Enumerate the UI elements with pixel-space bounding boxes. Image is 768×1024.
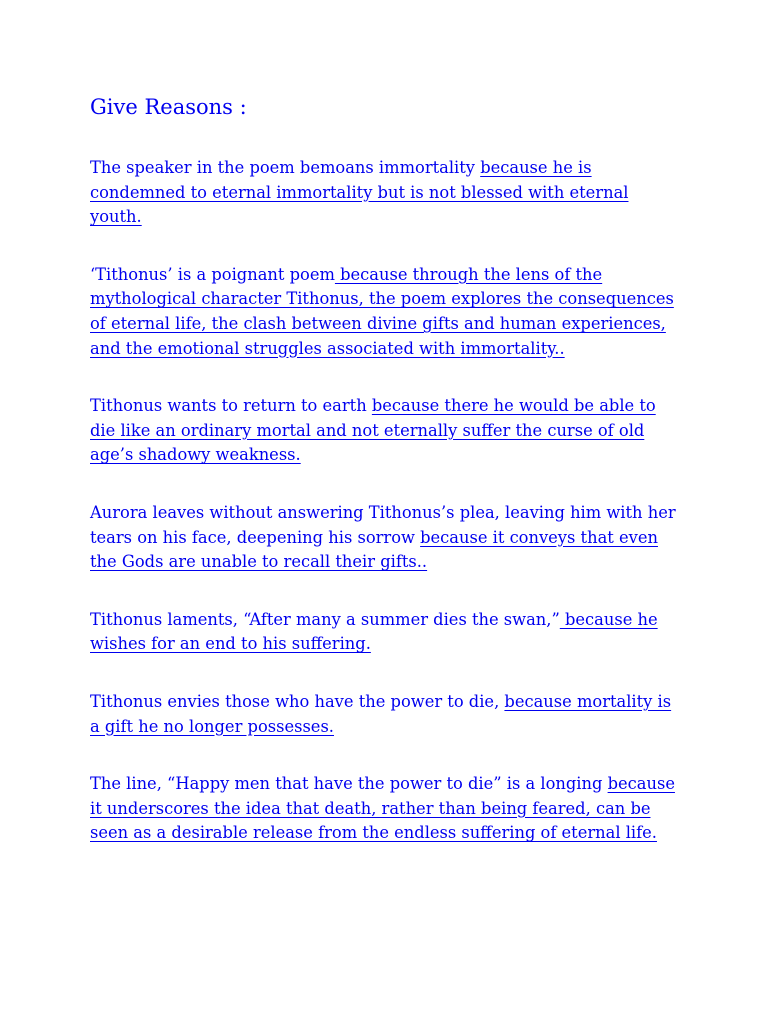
reason-paragraph-2 [90, 263, 680, 361]
document-page [90, 92, 680, 879]
reason-paragraph-5 [90, 608, 680, 657]
reason-paragraph-1 [90, 156, 680, 230]
statement-text: The speaker in the poem bemoans immortality [90, 158, 481, 177]
reason-text: because it underscores the idea that death, rather than being feared, can be seen as a desirable release from the endless suffering of eternal life. [90, 774, 675, 843]
reason-text: because mortality is a gift he no longer possesses. [90, 691, 672, 736]
reason-text: because through the lens of the mythological character Tithonus, the poem explores the consequences of eternal life, the clash between divine gifts and human experiences, and the emotional struggles associated with immortality.. [90, 264, 674, 358]
statement-text: ‘Tithonus’ is a poignant poem [90, 264, 335, 284]
page-heading: Give Reasons : [90, 95, 247, 119]
statement-text: Aurora leaves without answering Tithonus’s plea, leaving him with her tears on his face, deepening his sorrow [90, 502, 676, 547]
statement-text: Tithonus laments, “After many a summer dies the swan,” [90, 609, 560, 629]
statement-text: The line, “Happy men that have the power to die” is a longing [90, 774, 608, 794]
reason-text: because he is condemned to eternal immortality but is not blessed with eternal youth. [90, 158, 629, 227]
statement-text: Tithonus envies those who have the power to die, [90, 691, 505, 711]
reason-paragraph-6 [90, 690, 680, 739]
reason-text: because it conveys that even the Gods are unable to recall their gifts.. [90, 527, 658, 572]
reason-paragraph-4 [90, 501, 680, 575]
reason-paragraph-3 [90, 394, 680, 468]
statement-text: Tithonus wants to return to earth [90, 396, 372, 416]
reason-paragraph-7 [90, 772, 680, 846]
reason-text: because he wishes for an end to his suffering. [90, 609, 658, 654]
reason-text: because there he would be able to die like an ordinary mortal and not eternally suffer the curse of old age’s shadowy weakness. [90, 396, 656, 465]
